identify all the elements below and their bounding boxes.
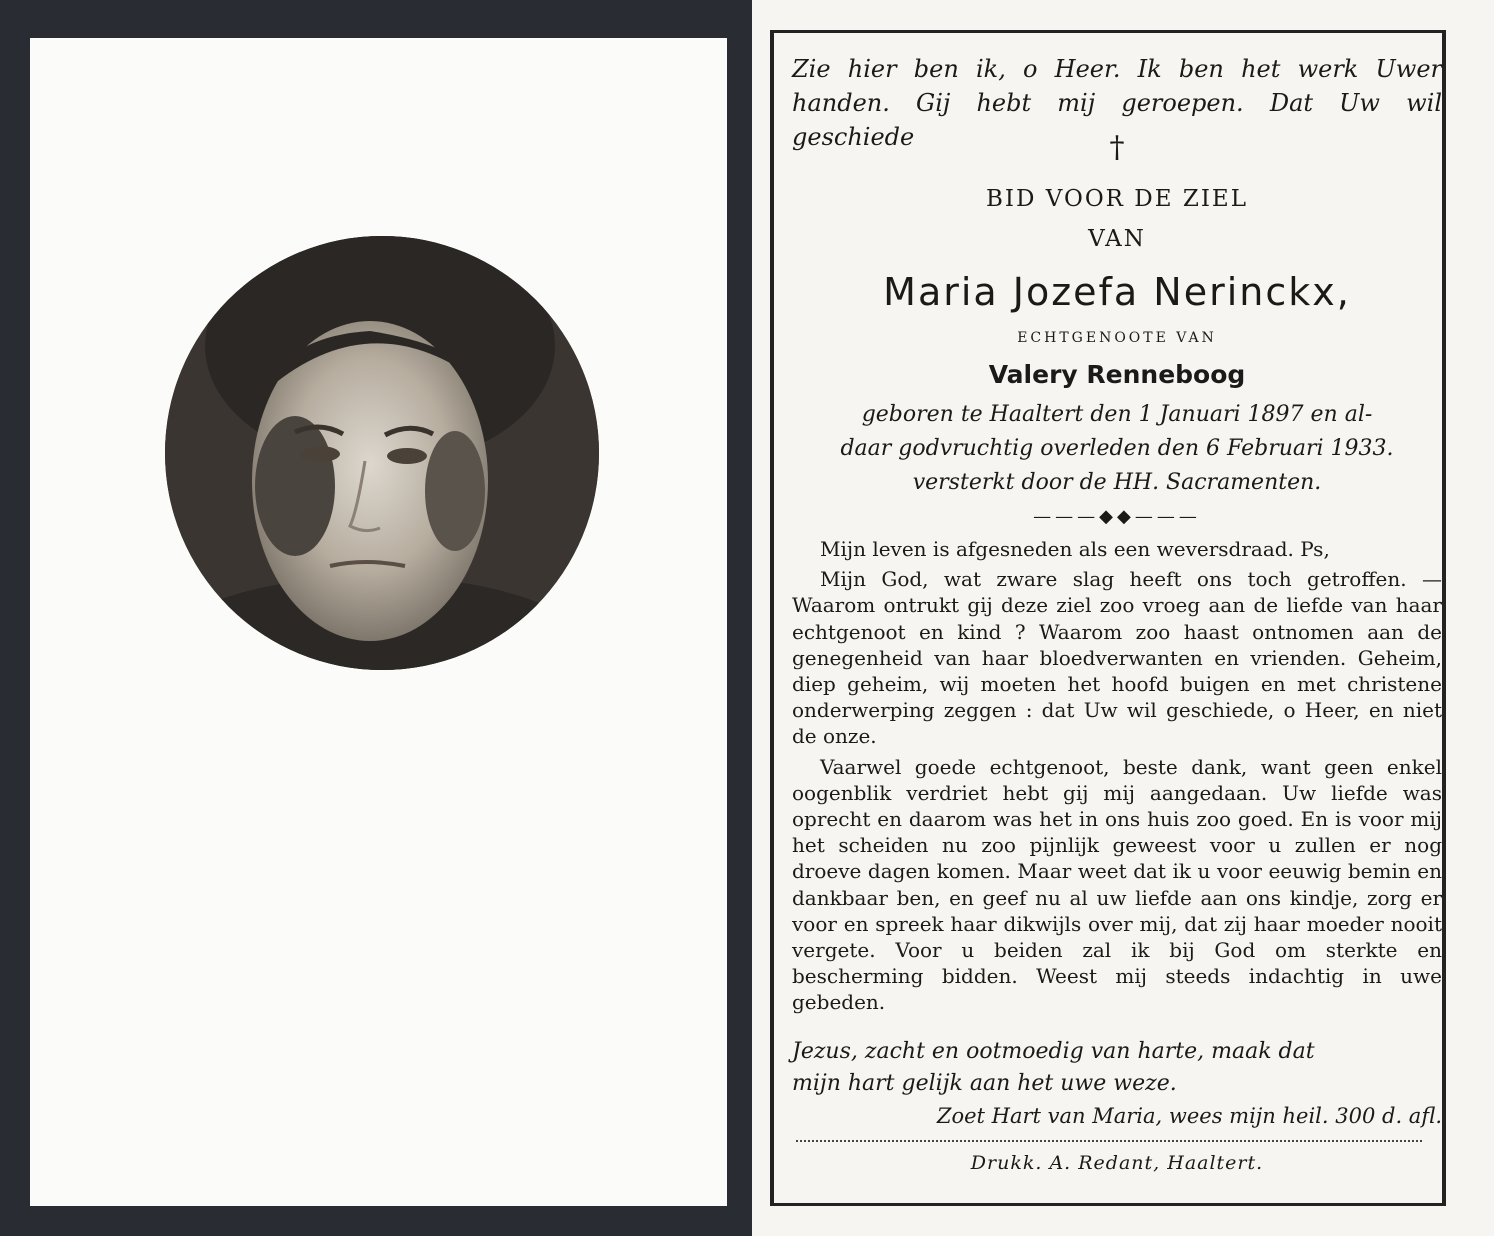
heading-pray-for-soul: BID VOOR DE ZIEL (986, 186, 1248, 212)
border-left (770, 30, 774, 1206)
portrait-photo (165, 236, 599, 670)
cross-icon: † (1109, 130, 1125, 165)
deceased-name: Maria Jozefa Nerinckx, (883, 270, 1351, 314)
border-right (1442, 30, 1446, 1206)
dates-line1: geboren te Haaltert den 1 Januari 1897 en al- (861, 402, 1373, 427)
printer-credit: Drukk. A. Redant, Haaltert. (970, 1152, 1264, 1174)
closing-prayer (792, 1036, 1442, 1100)
card-text-panel (752, 0, 1494, 1236)
dotted-divider (796, 1140, 1422, 1142)
border-top (770, 30, 1446, 33)
opening-prayer-line2: handen. Gij hebt mij geroepen. Dat Uw wil geschiede (792, 89, 1442, 151)
opening-prayer-line1: Zie hier ben ik, o Heer. Ik ben het werk Uwer (792, 55, 1442, 83)
birth-death-dates (792, 398, 1442, 500)
memorial-text (792, 536, 1442, 1020)
dates-line3: versterkt door de HH. Sacramenten. (912, 470, 1322, 495)
closing-prayer-line2: mijn hart gelijk aan het uwe weze. (792, 1071, 1177, 1096)
paragraph-lament: Mijn God, wat zware slag heeft ons toch getroffen. — Waarom ontrukt gij deze ziel zoo vroeg aan de liefde van haar echtgenoot en kind ? Waarom zoo haast ontnomen aan de genegenheid van haar bloedverwanten en vrienden. Geheim, diep geheim, wij moeten het hoofd buigen en met christene onderwerping zeggen : dat Uw wil geschiede, o Heer, en niet de onze. (792, 567, 1442, 749)
indulgence-prayer: Zoet Hart van Maria, wees mijn heil. 300 d. afl. (936, 1104, 1442, 1128)
spouse-name: Valery Renneboog (988, 360, 1246, 389)
portrait-illustration (165, 236, 599, 670)
border-bottom (770, 1203, 1446, 1206)
card-front-paper (30, 38, 727, 1206)
ornament-divider: ———◆◆——— (1033, 506, 1201, 527)
dates-line2: daar godvruchtig overleden den 6 Februari 1933. (840, 436, 1394, 461)
spouse-label: ECHTGENOOTE VAN (1017, 330, 1217, 346)
paragraph-farewell: Vaarwel goede echtgenoot, beste dank, want geen enkel oogenblik verdriet hebt gij mij aangedaan. Uw liefde was oprecht en daarom was het in ons huis zoo goed. En is voor mij het scheiden nu zoo pijnlijk geweest voor u zullen er nog droeve dagen komen. Maar weet dat ik u voor eeuwig bemin en dankbaar ben, en geef nu al uw liefde aan ons kindje, zorg er voor en spreek haar dikwijls over mij, dat zij haar moeder nooit vergete. Voor u beiden zal ik bij God om sterkte en bescherming bidden. Weest mij steeds indachtig in uwe gebeden. (792, 754, 1442, 1015)
psalm-quote: Mijn leven is afgesneden als een weversdraad. Ps, (820, 537, 1330, 561)
closing-prayer-line1: Jezus, zacht en ootmoedig van harte, maak dat (792, 1039, 1315, 1064)
heading-of: VAN (1088, 226, 1146, 252)
